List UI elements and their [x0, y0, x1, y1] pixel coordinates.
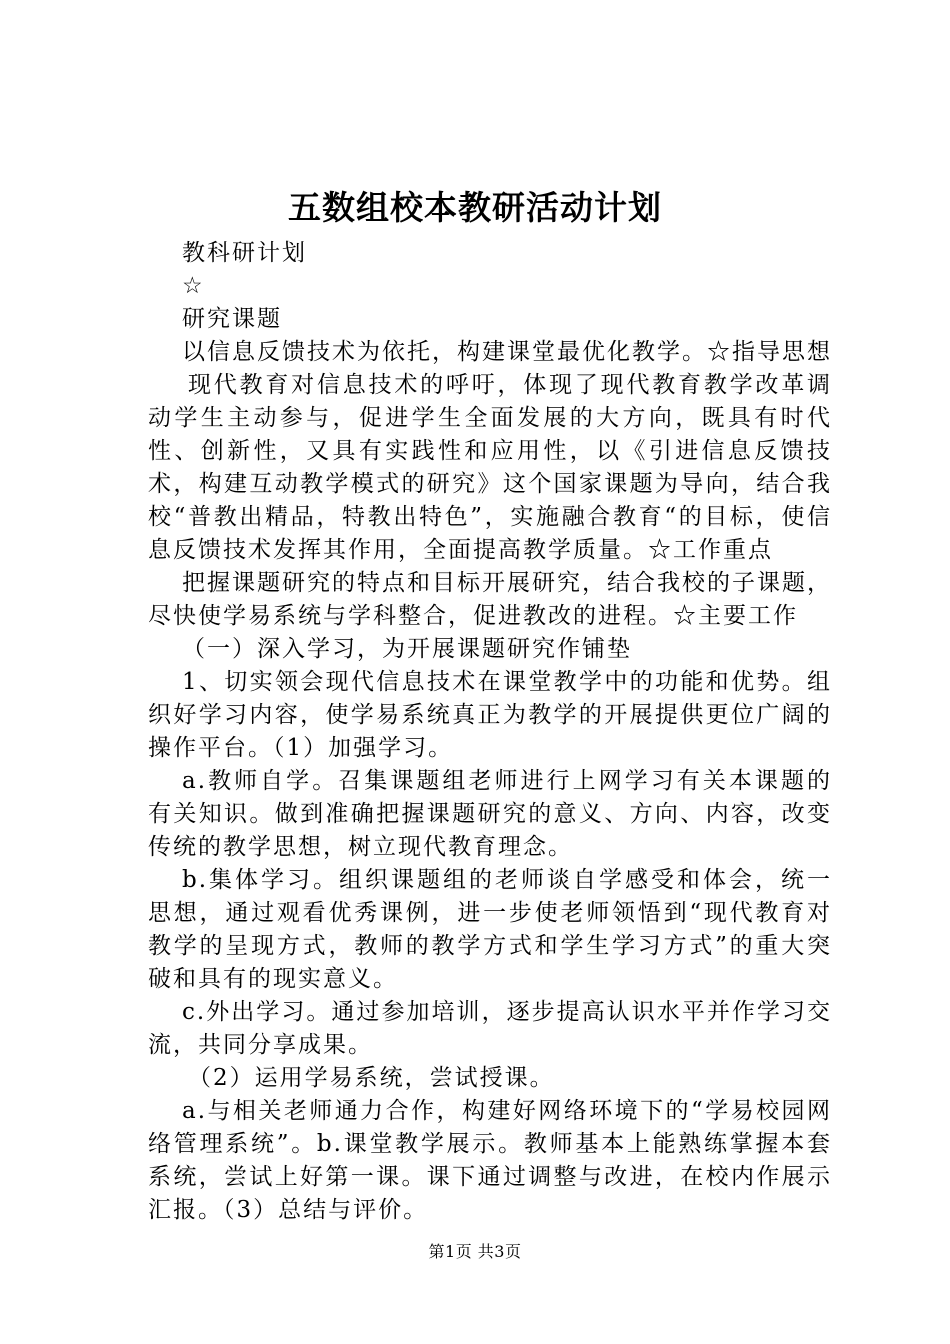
paragraph-item-one: 1、切实领会现代信息技术在课堂教学中的功能和优势。组织好学习内容，使学易系统真正为教学的开展提供更位广阔的操作平台。（1）加强学习。 — [148, 669, 832, 761]
paragraph-star-divider: ☆ — [182, 273, 205, 299]
paragraph-item-b-group-study: b.集体学习。组织课题组的老师谈自学感受和体会，统一思想，通过观看优秀课例，进一步使老师领悟到“现代教育对教学的呈现方式，教师的教学方式和学生学习方式”的重大突破和具有的现实意义。 — [148, 867, 832, 992]
paragraph-item-c-external-study: c.外出学习。通过参加培训，逐步提高认识水平并作学习交流，共同分享成果。 — [148, 999, 832, 1058]
paragraph-research-topic-heading: 研究课题 — [182, 306, 282, 332]
document-body — [148, 237, 832, 1227]
paragraph-item-a-self-study: a.教师自学。召集课题组老师进行上网学习有关本课题的有关知识。做到准确把握课题研究的意义、方向、内容，改变传统的教学思想，树立现代教育理念。 — [148, 768, 832, 860]
page-footer: 第1页 共3页 — [428, 1242, 522, 1261]
paragraph-plan-type: 教科研计划 — [182, 240, 307, 266]
paragraph-guiding-thought: 现代教育对信息技术的呼吁，体现了现代教育教学改革调动学生主动参与，促进学生全面发展的大方向，既具有时代性、创新性，又具有实践性和应用性，以《引进信息反馈技术，构建互动教学模式的研究》这个国家课题为导向，结合我校“普教出精品，特教出特色”，实施融合教育“的目标，使信息反馈技术发挥其作用，全面提高教学质量。☆工作重点 — [148, 372, 832, 563]
document-title: 五数组校本教研活动计划 — [288, 188, 662, 227]
paragraph-work-focus: 把握课题研究的特点和目标开展研究，结合我校的子课题，尽快使学易系统与学科整合，促进教改的进程。☆主要工作 — [148, 570, 832, 629]
paragraph-subsection-two: （2）运用学易系统，尝试授课。 — [188, 1065, 555, 1091]
paragraph-research-topic: 以信息反馈技术为依托，构建课堂最优化教学。☆指导思想 — [182, 339, 832, 365]
paragraph-item-a-cooperation: a.与相关老师通力合作，构建好网络环境下的“学易校园网络管理系统”。b.课堂教学展示。教师基本上能熟练掌握本套系统，尝试上好第一课。课下通过调整与改进，在校内作展示汇报。（3）总结与评价。 — [148, 1098, 832, 1223]
paragraph-section-one-heading: （一）深入学习，为开展课题研究作铺垫 — [182, 636, 632, 662]
